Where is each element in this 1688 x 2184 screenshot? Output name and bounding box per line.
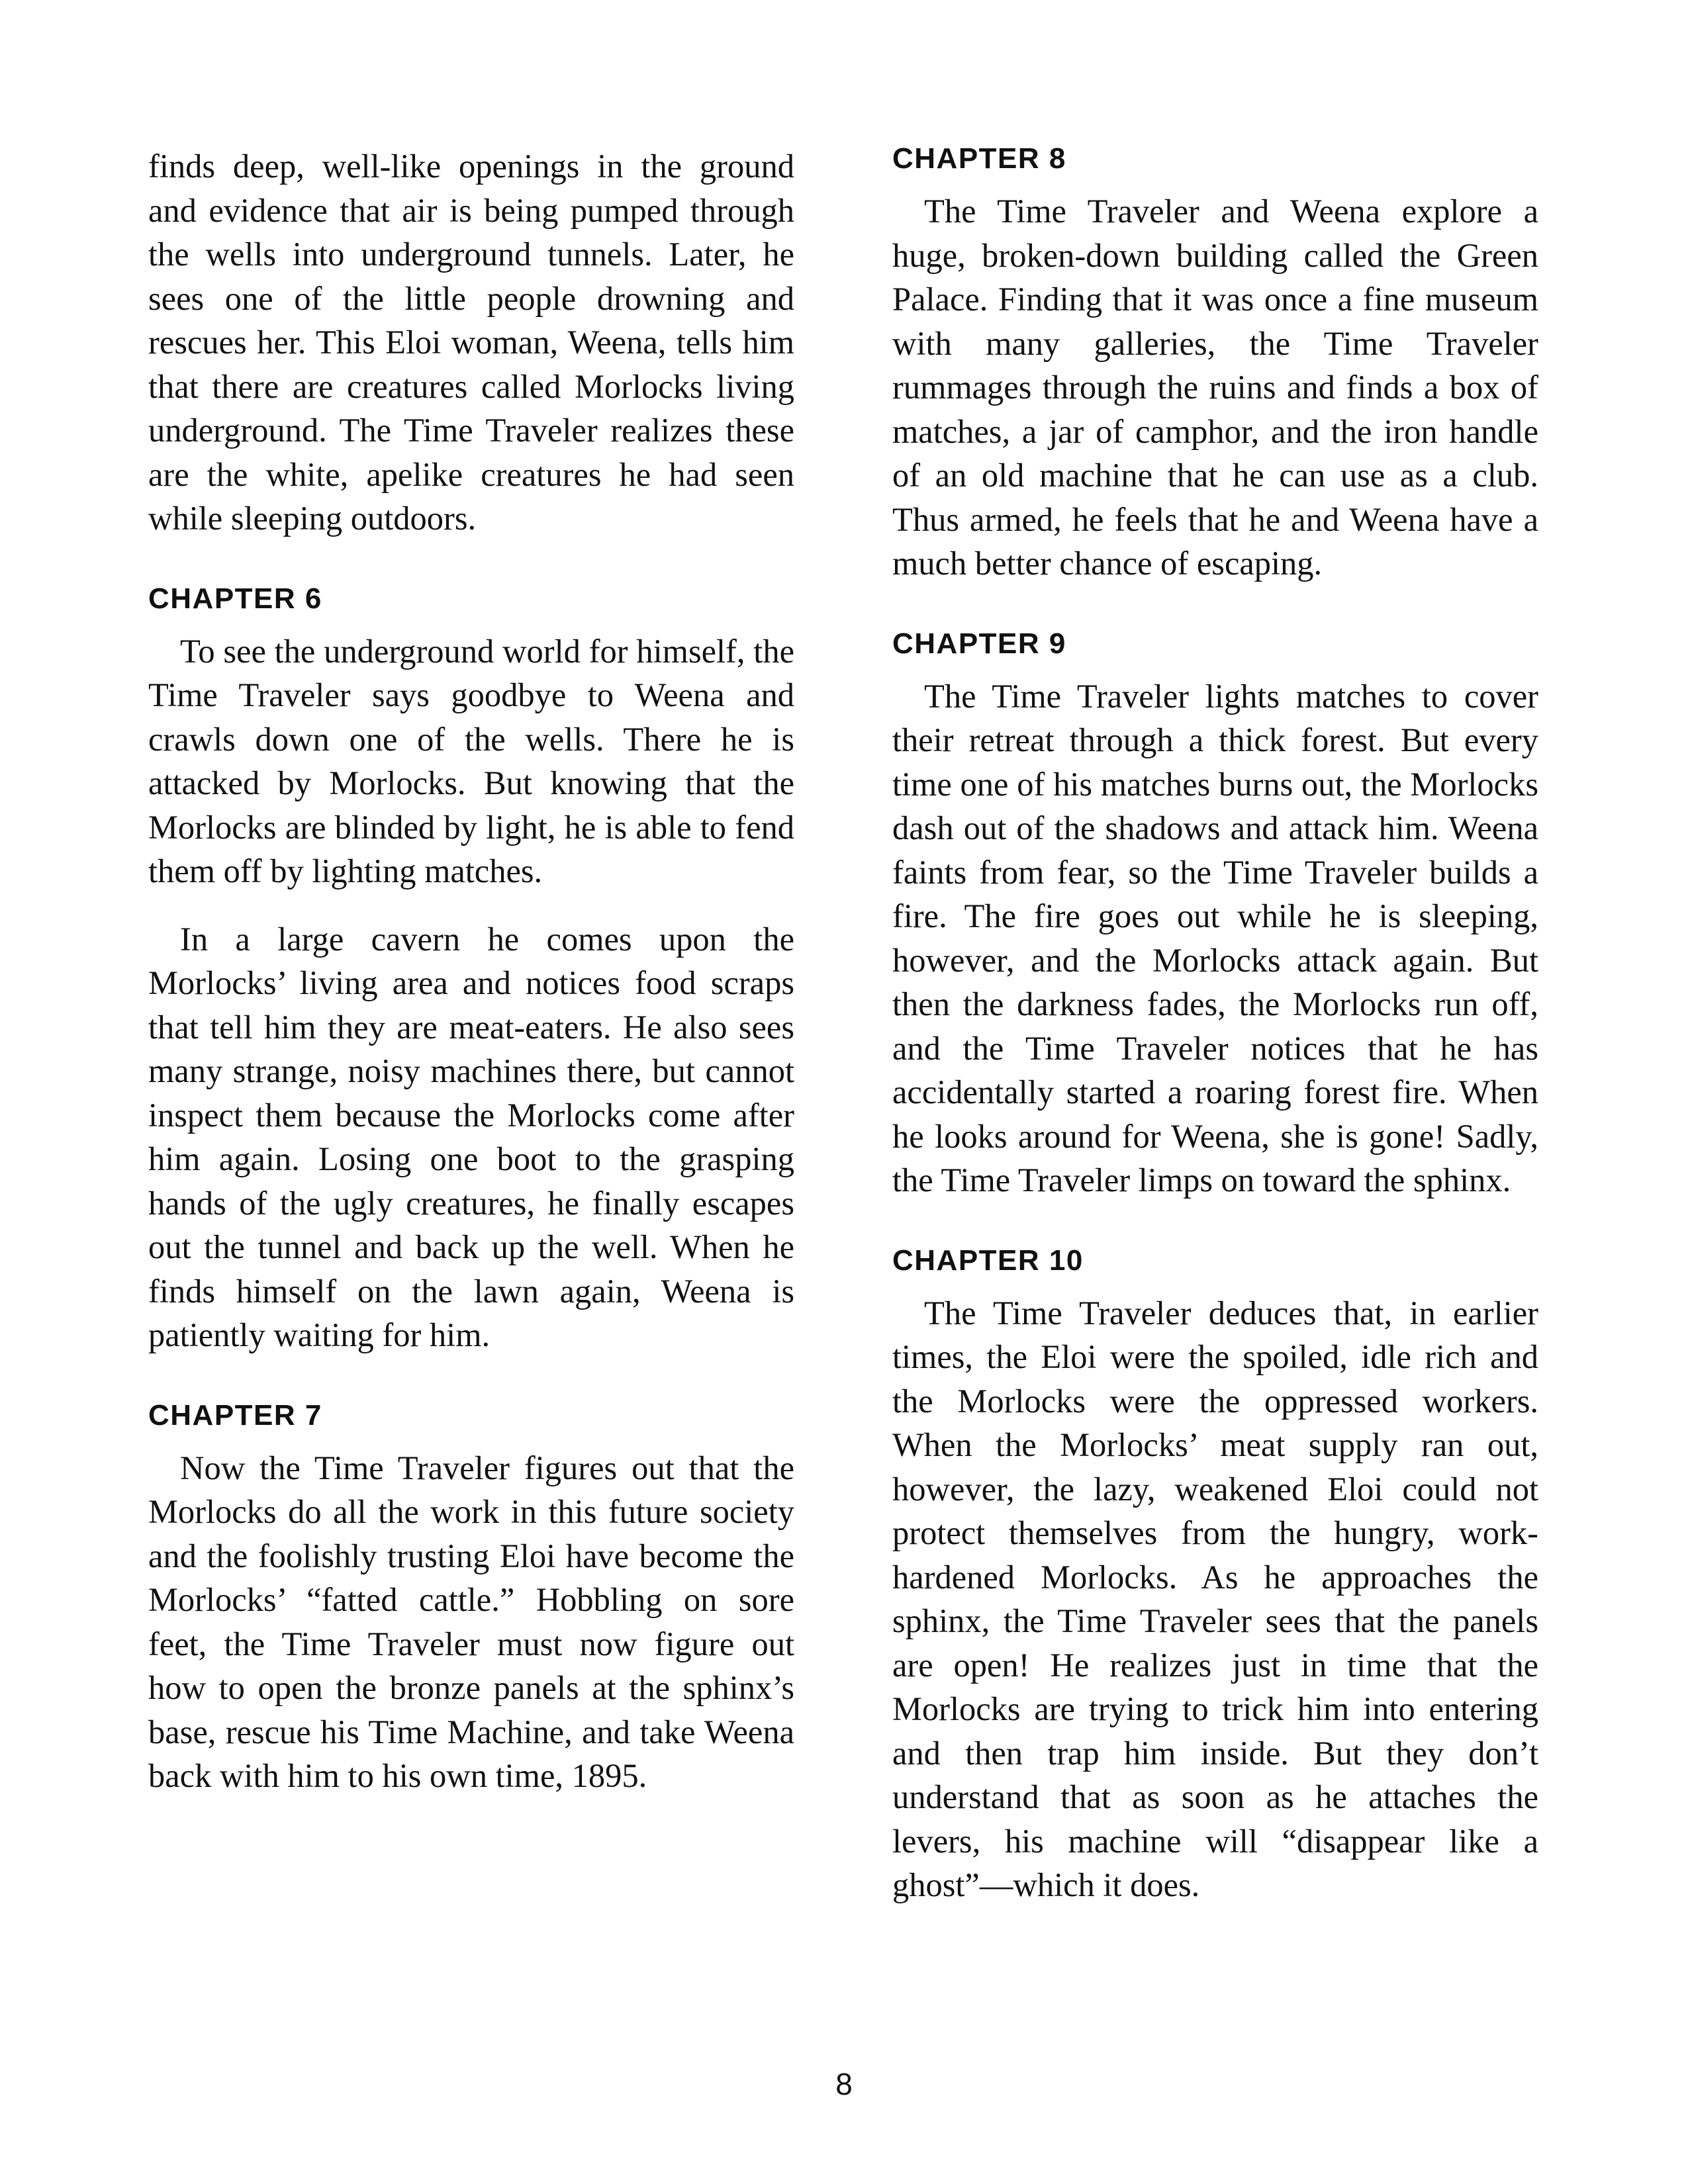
chapter-10-heading: CHAPTER 10: [892, 1244, 1084, 1277]
chapter-8-paragraph-1: The Time Traveler and Weena explore a huge, broken-down building called the Green Palace. Finding that it was once a fine museum with many galleries, the Time Traveler rummages through the ruins and finds a box of matches, a jar of camphor, and the iron handle of an old machine that he can use as a club. Thus armed, he feels that he and Weena have a much better chance of escaping.: [892, 193, 1538, 582]
left-column: [148, 144, 794, 1823]
page-number: 8: [835, 2067, 853, 2101]
chapter-7-heading: CHAPTER 7: [148, 1398, 322, 1432]
intro-paragraph: finds deep, well-like openings in the ground and evidence that air is being pumped through the wells into underground tunnels. Later, he sees one of the little people drowning and rescues her. This Eloi woman, Weena, tells him that there are creatures called Morlocks living underground. The Time Traveler realizes these are the white, apelike creatures he had seen while sleeping outdoors.: [148, 148, 794, 537]
chapter-9-heading: CHAPTER 9: [892, 627, 1066, 660]
chapter-6-heading: CHAPTER 6: [148, 582, 322, 615]
chapter-10-paragraph-1: The Time Traveler deduces that, in earlier times, the Eloi were the spoiled, idle rich and the Morlocks were the oppressed workers. When the Morlocks’ meat supply ran out, however, the lazy, weakened Eloi could not protect themselves from the hungry, work-hardened Morlocks. As he approaches the sphinx, the Time Traveler sees that the panels are open! He realizes just in time that the Morlocks are trying to trick him into entering and then trap him inside. But they don’t understand that as soon as he attaches the levers, his machine will “disappear like a ghost”—which it does.: [892, 1294, 1538, 1903]
chapter-6-paragraph-1: To see the underground world for himself, the Time Traveler says goodbye to Weena and crawls down one of the wells. There he is attacked by Morlocks. But knowing that the Morlocks are blinded by light, he is able to fend them off by lighting matches.: [148, 632, 794, 889]
chapter-6-paragraph-2: In a large cavern he comes upon the Morlocks’ living area and notices food scraps that tell him they are meat-eaters. He also sees many strange, noisy machines there, but cannot inspect them because the Morlocks come after him again. Losing one boot to the grasping hands of the ugly creatures, he finally escapes out the tunnel and back up the well. When he finds himself on the lawn again, Weena is patiently waiting for him.: [148, 920, 794, 1353]
chapter-9-paragraph-1: The Time Traveler lights matches to cover their retreat through a thick forest. But every time one of his matches burns out, the Morlocks dash out of the shadows and attack him. Weena faints from fear, so the Time Traveler builds a fire. The fire goes out while he is sleeping, however, and the Morlocks attack again. But then the darkness fades, the Morlocks run off, and the Time Traveler notices that he has accidentally started a roaring forest fire. When he looks around for Weena, she is gone! Sadly, the Time Traveler limps on toward the sphinx.: [892, 677, 1538, 1199]
chapter-8-heading: CHAPTER 8: [892, 142, 1066, 175]
right-column: [892, 139, 1538, 1933]
chapter-7-paragraph-1: Now the Time Traveler figures out that the Morlocks do all the work in this future society and the foolishly trusting Eloi have become the Morlocks’ “fatted cattle.” Hobbling on sore feet, the Time Traveler must now figure out how to open the bronze panels at the sphinx’s base, rescue his Time Machine, and take Weena back with him to his own time, 1895.: [148, 1449, 794, 1794]
